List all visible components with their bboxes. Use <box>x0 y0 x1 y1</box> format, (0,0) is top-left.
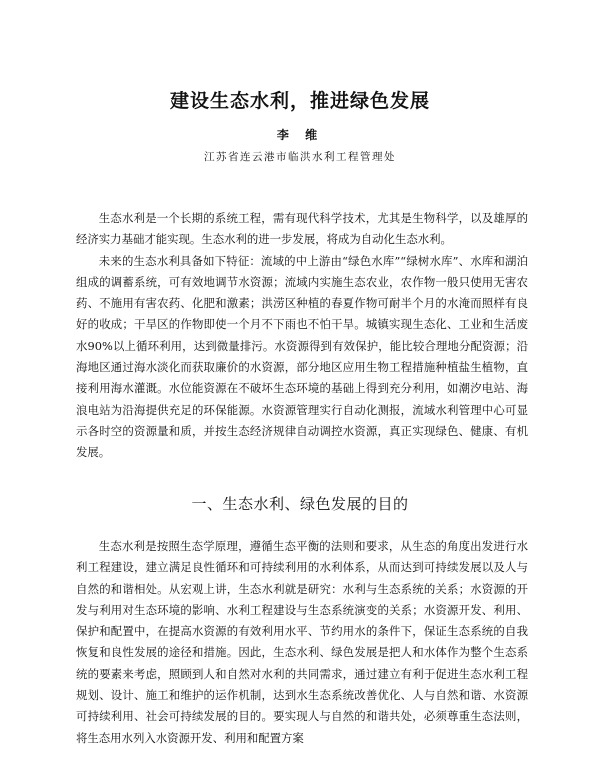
author-affiliation: 江苏省连云港市临洪水利工程管理处 <box>204 151 396 163</box>
author-name: 李 维 <box>276 128 324 142</box>
paper-title: 建设生态水利，推进绿色发展 <box>169 90 430 112</box>
intro-section <box>76 208 528 464</box>
section-1-body <box>76 536 528 749</box>
section-1-heading: 一、生态水利、绿色发展的目的 <box>191 495 409 513</box>
intro-paragraph-2: 未来的生态水利具备如下特征：流域的中上游由“绿色水库”“绿树水库”、水库和湖泊组成的调蓄系统，可有效地调节水资源；流域内实施生态农业，农作物一般只使用无害农药、不施用有害农药、化肥和激素；洪涝区种植的春夏作物可耐半个月的水淹而照样有良好的收成；干旱区的作物即使一个月不下雨也不怕干旱。城镇实现生态化、工业和生活废水90%以上循环利用，达到微量排污。水资源得到有效保护，能比较合理地分配资源；沿海地区通过海水淡化而获取廉价的水资源，部分地区应用生物工程措施种植盐生植物，直接利用海水灌溉。水位能资源在不破坏生态环境的基础上得到充分利用，如潮汐电站、海浪电站为沿海提供充足的环保能源。水资源管理实行自动化测报，流域水利管理中心可显示各时空的资源量和质，并按生态经济规律自动调控水资源，真正实现绿色、健康、有机发展。 <box>76 253 528 460</box>
intro-paragraph-1: 生态水利是一个长期的系统工程，需有现代科学技术，尤其是生物科学，以及雄厚的经济实力基础才能实现。生态水利的进一步发展，将成为自动化生态水利。 <box>76 211 528 247</box>
section-1-paragraph-1: 生态水利是按照生态学原理，遵循生态平衡的法则和要求，从生态的角度出发进行水利工程建设，建立满足良性循环和可持续利用的水利体系，从而达到可持续发展以及人与自然的和谐相处。从宏观上讲，生态水利就是研究：水利与生态系统的关系；水资源的开发与利用对生态环境的影响、水利工程建设与生态系统演变的关系；水资源开发、利用、保护和配置中，在提高水资源的有效利用水平、节约用水的条件下，保证生态系统的自我恢复和良性发展的途径和措施。因此，生态水利、绿色发展是把人和水体作为整个生态系统的要素来考虑，照顾到人和自然对水利的共同需求，通过建立有利于促进生态水利工程规划、设计、施工和维护的运作机制，达到水生态系统改善优化、人与自然和谐、水资源可持续利用、社会可持续发展的目的。要实现人与自然的和谐共处，必须尊重生态法则，将生态用水列入水资源开发、利用和配置方案 <box>76 539 528 745</box>
